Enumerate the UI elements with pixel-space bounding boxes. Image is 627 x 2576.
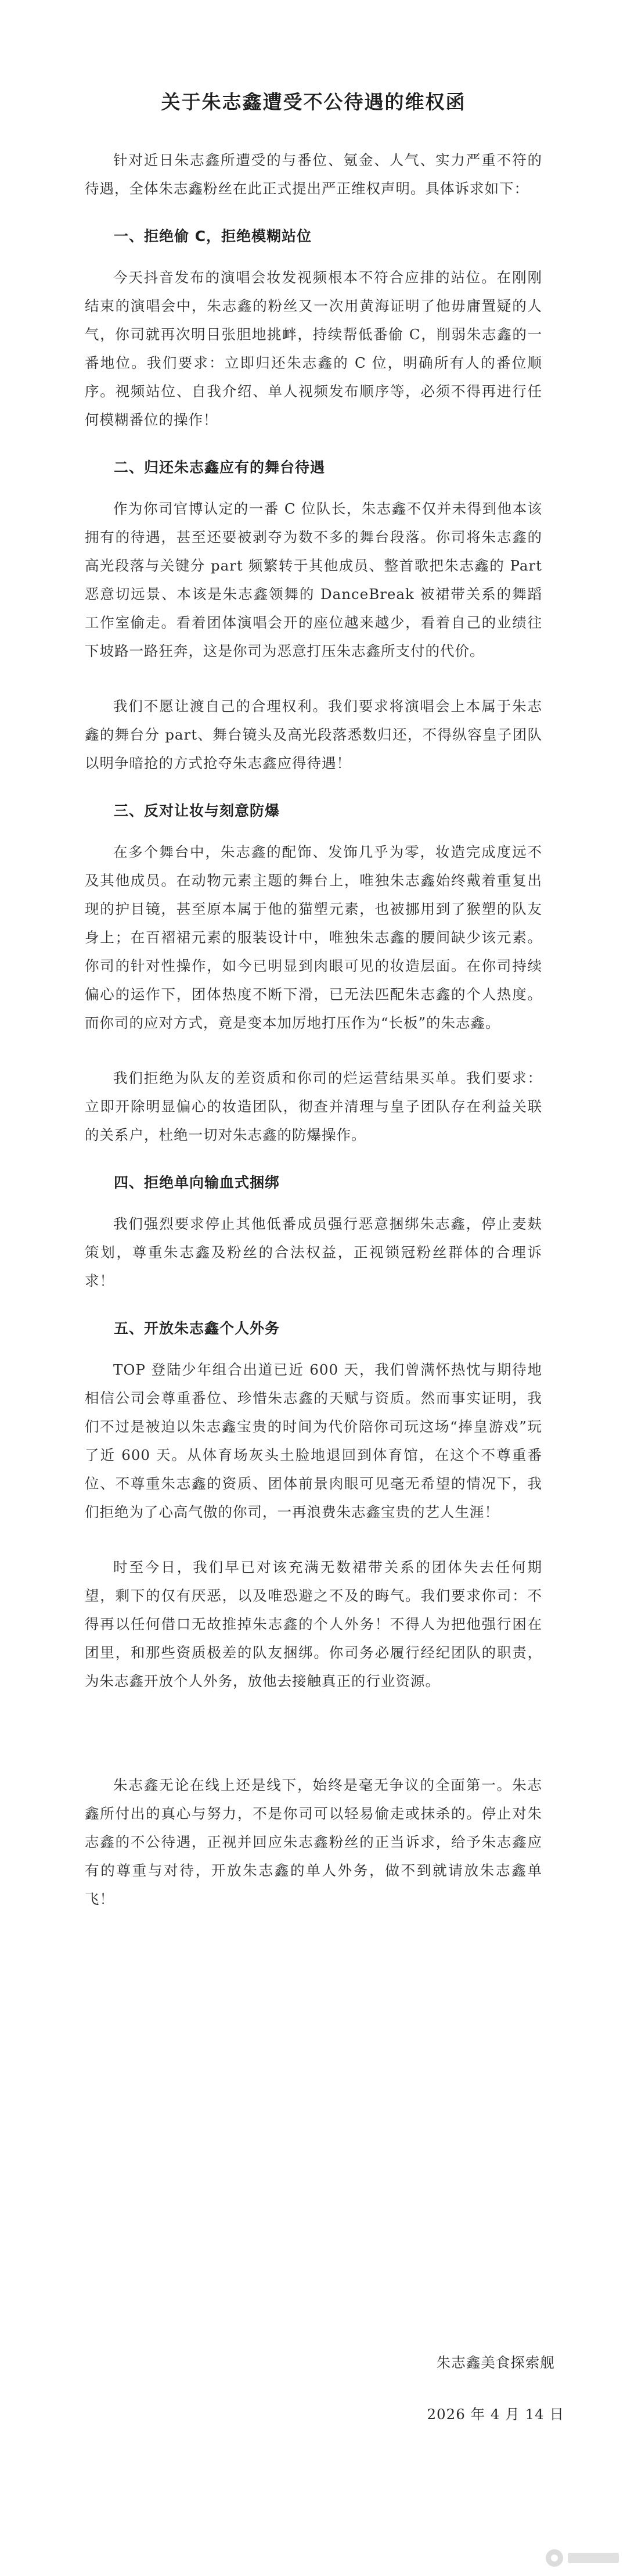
section-heading: 五、开放朱志鑫个人外务 [114,1320,280,1337]
section-heading: 一、拒绝偷 C，拒绝模糊站位 [114,228,312,245]
section-heading: 二、归还朱志鑫应有的舞台待遇 [114,459,326,476]
section-2 [85,456,542,777]
section-5 [85,1317,542,1695]
paragraph-gap [85,665,542,692]
section-4 [85,1171,542,1295]
signature-block [427,2348,564,2452]
section-3 [85,799,542,1149]
closing-paragraph: 朱志鑫无论在线上还是线下，始终是毫无争议的全面第一。朱志鑫所付出的真心与努力，不是你司可以轻易偷走或抹杀的。停止对朱志鑫的不公待遇，正视并回应朱志鑫粉丝的正当诉求，给予朱志鑫应有的尊重与对待，开放朱志鑫的单人外务，做不到就请放朱志鑫单飞！ [85,1777,542,1907]
section-paragraph: 今天抖音发布的演唱会妆发视频根本不符合应排的站位。在刚刚结束的演唱会中，朱志鑫的粉丝又一次用黄海证明了他毋庸置疑的人气，你司就再次明目张胆地挑衅，持续帮低番偷 C，削弱朱志鑫的一番地位。我们要求：立即归还朱志鑫的 C 位，明确所有人的番位顺序。视频站位、自我介绍、单人视频发布顺序等，必须不得再进行任何模糊番位的操作！ [85,269,542,428]
section-heading: 四、拒绝单向输血式捆绑 [114,1174,280,1191]
intro-paragraph: 针对近日朱志鑫所遭受的与番位、氪金、人气、实力严重不符的待遇，全体朱志鑫粉丝在此正式提出严正维权声明。具体诉求如下： [85,152,542,197]
section-paragraph: 在多个舞台中，朱志鑫的配饰、发饰几乎为零，妆造完成度远不及其他成员。在动物元素主题的舞台上，唯独朱志鑫始终戴着重复出现的护目镜，甚至原本属于他的猫塑元素，也被挪用到了猴塑的队友身上；在百褶裙元素的服装设计中，唯独朱志鑫的腰间缺少该元素。你司的针对性操作，如今已明显到肉眼可见的妆造层面。在你司持续偏心的运作下，团体热度不断下滑，已无法匹配朱志鑫的个人热度。而你司的应对方式，竟是变本加厉地打压作为“长板”的朱志鑫。 [85,844,542,1031]
section-paragraph: 我们拒绝为队友的差资质和你司的烂运营结果买单。我们要求：立即开除明显偏心的妆造团队，彻查并清理与皇子团队存在利益关联的关系户，杜绝一切对朱志鑫的防爆操作。 [85,1070,542,1143]
signature: 朱志鑫美食探索舰 [436,2354,555,2371]
letter-title: 关于朱志鑫遭受不公待遇的维权函 [161,91,466,113]
section-paragraph: 作为你司官博认定的一番 C 位队长，朱志鑫不仅并未得到他本该拥有的待遇，甚至还要被剥夺为数不多的舞台段落。你司将朱志鑫的高光段落与关键分 part 频繁转于其他成员、整首歌把朱志鑫的 Part 恶意切远景、本该是朱志鑫领舞的 DanceBreak 被裙带关系的舞蹈工作室偷走。看着团体演唱会开的座位越来越少，看着自己的业绩往下坡路一路狂奔，这是你司为恶意打压朱志鑫所支付的代价。 [85,500,542,659]
section-paragraph: 我们不愿让渡自己的合理权利。我们要求将演唱会上本属于朱志鑫的舞台分 part、舞台镜头及高光段落悉数归还，不得纵容皇子团队以明争暗抢的方式抢夺朱志鑫应得待遇！ [85,698,542,772]
paragraph-gap [85,1526,542,1553]
letter-date: 2026 年 4 月 14 日 [427,2406,564,2423]
section-paragraph: 我们强烈要求停止其他低番成员强行恶意捆绑朱志鑫，停止麦麸策划，尊重朱志鑫及粉丝的合法权益，正视锁冠粉丝群体的合理诉求！ [85,1215,542,1289]
section-heading: 三、反对让妆与刻意防爆 [114,802,280,819]
watermark [546,2549,619,2567]
closing-gap [85,1695,542,1771]
watermark-handle [568,2553,619,2563]
section-paragraph: 时至今日，我们早已对该充满无数裙带关系的团体失去任何期望，剩下的仅有厌恶，以及唯恐避之不及的晦气。我们要求你司：不得再以任何借口无故推掉朱志鑫的个人外务！不得人为把他强行困在团里，和那些资质极差的队友捆绑。你司务必履行经纪团队的职责，为朱志鑫开放个人外务，放他去接触真正的行业资源。 [85,1559,542,1689]
section-paragraph: TOP 登陆少年组合出道已近 600 天，我们曾满怀热忱与期待地相信公司会尊重番位、珍惜朱志鑫的天赋与资质。然而事实证明，我们不过是被迫以朱志鑫宝贵的时间为代价陪你司玩这场“捧皇游戏”玩了近 600 天。从体育场灰头土脸地退回到体育馆，在这个不尊重番位、不尊重朱志鑫的资质、团体前景肉眼可见毫无希望的情况下，我们拒绝为了心高气傲的你司，一再浪费朱志鑫宝贵的艺人生涯！ [85,1361,542,1520]
watermark-logo-icon [546,2549,563,2567]
paragraph-gap [85,1037,542,1064]
section-1 [85,225,542,434]
